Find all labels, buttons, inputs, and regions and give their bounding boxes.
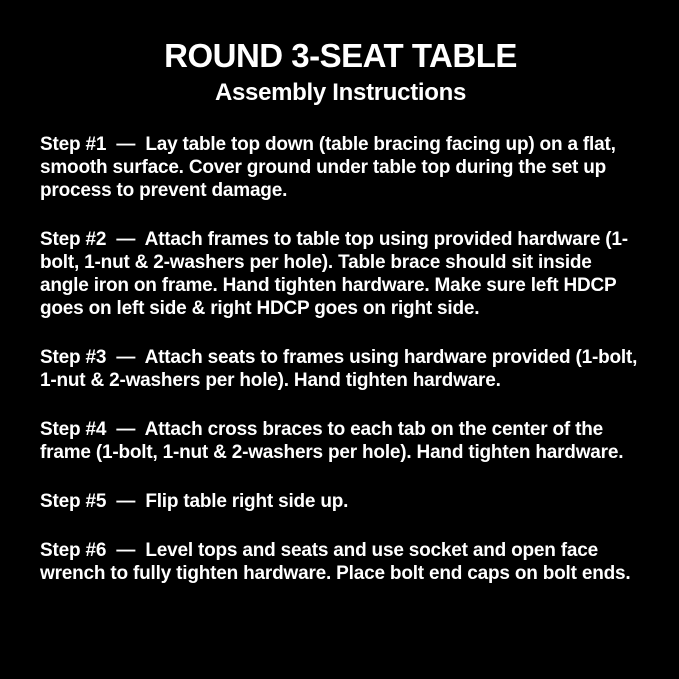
step-5-text: Flip table right side up. (145, 490, 349, 512)
step-3 (40, 346, 641, 392)
step-3-label: Step #3 (40, 346, 107, 368)
step-4-dash: — (106, 418, 145, 440)
step-1-dash: — (106, 133, 146, 155)
step-1-text: Lay table top down (table bracing facing up) on a flat, smooth surface. Cover ground under table top during the set up process to prevent damage. (40, 133, 621, 201)
step-4-label: Step #4 (40, 418, 107, 440)
step-3-text: Attach seats to frames using hardware provided (1-bolt, 1-nut & 2-washers per hole). Hand tighten hardware. (40, 346, 643, 391)
step-2 (40, 228, 641, 320)
step-1 (40, 133, 641, 202)
step-2-text: Attach frames to table top using provided hardware (1-bolt, 1-nut & 2-washers per hole). Table brace should sit inside angle iron on frame. Hand tighten hardware. Make sure left HDCP goes on left side & right HDCP goes on right side. (40, 228, 628, 319)
step-5-label: Step #5 (40, 490, 107, 512)
step-6-label: Step #6 (40, 539, 107, 561)
step-6 (40, 539, 641, 585)
step-4-text: Attach cross braces to each tab on the center of the frame (1-bolt, 1-nut & 2-washers per hole). Hand tighten hardware. (40, 418, 624, 463)
steps-list (40, 133, 641, 585)
step-5-dash: — (106, 490, 146, 512)
step-3-dash: — (106, 346, 145, 368)
step-4 (40, 418, 641, 464)
page-subtitle: Assembly Instructions (214, 79, 467, 107)
step-6-dash: — (106, 539, 146, 561)
step-2-dash: — (106, 228, 145, 250)
step-5 (40, 490, 641, 513)
step-1-label: Step #1 (40, 133, 107, 155)
step-6-text: Level tops and seats and use socket and open face wrench to fully tighten hardware. Place bolt end caps on bolt ends. (40, 539, 631, 584)
page-title: ROUND 3-SEAT TABLE (164, 37, 517, 74)
step-2-label: Step #2 (40, 228, 107, 250)
